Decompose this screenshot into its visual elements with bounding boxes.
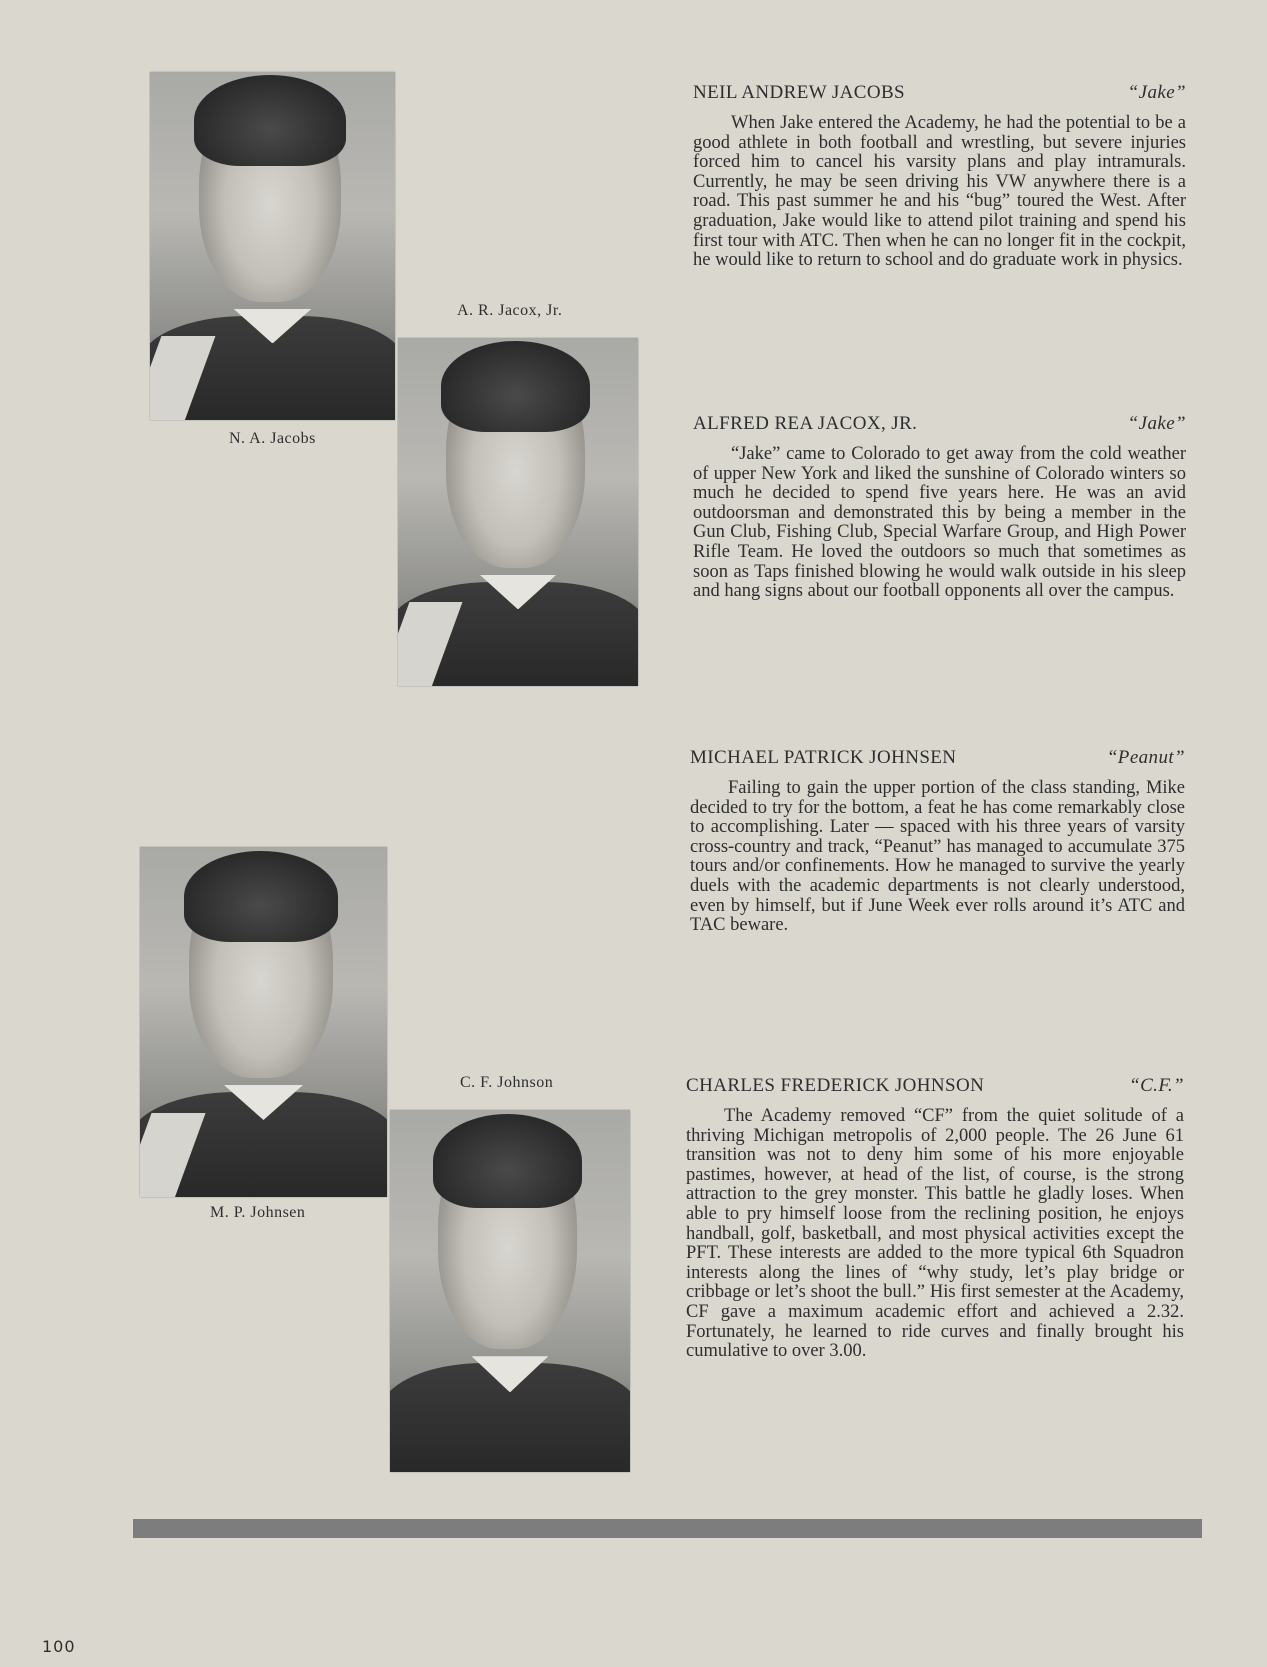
entry-johnsen — [690, 747, 1185, 936]
portrait-jacox — [398, 338, 638, 686]
entry-name: MICHAEL PATRICK JOHNSEN — [690, 747, 957, 768]
page-number: 100 — [42, 1637, 76, 1656]
portrait-johnson — [390, 1110, 630, 1472]
caption-jacox: A. R. Jacox, Jr. — [457, 302, 563, 319]
footer-rule — [133, 1519, 1202, 1538]
entry-nickname: “Jake” — [1127, 82, 1186, 103]
portrait-jacobs — [150, 72, 395, 420]
caption-johnsen: M. P. Johnsen — [210, 1204, 306, 1221]
portrait-johnsen — [140, 847, 387, 1197]
entry-nickname: “C.F.” — [1129, 1075, 1184, 1096]
entry-nickname: “Jake” — [1127, 413, 1186, 434]
entry-jacox — [693, 413, 1186, 602]
entry-jacobs — [693, 82, 1186, 271]
entry-bio: When Jake entered the Academy, he had the potential to be a good athlete in both football and wrestling, but severe injuries forced him to cancel his varsity plans and play intramurals. Currently, he may be seen driving his VW anywhere there is a road. This past summer he and his “bug” toured the West. After graduation, Jake would like to attend pilot training and spend his first tour with ATC. Then when he can no longer fit in the cockpit, he would like to return to school and do graduate work in physics. — [693, 113, 1186, 271]
entry-johnson — [686, 1075, 1184, 1362]
entry-name: NEIL ANDREW JACOBS — [693, 82, 905, 103]
entry-bio: “Jake” came to Colorado to get away from the cold weather of upper New York and liked the sunshine of Colorado winters so much he decided to spend five years here. He was an avid outdoorsman and demonstrated this by being a member in the Gun Club, Fishing Club, Special Warfare Group, and High Power Rifle Team. He loved the outdoors so much that sometimes as soon as Taps finished blowing he would walk outside in his sleep and hang signs about our football opponents all over the campus. — [693, 444, 1186, 602]
entry-bio: The Academy removed “CF” from the quiet solitude of a thriving Michigan metropolis of 2,000 people. The 26 June 61 transition was not to deny him some of his more enjoyable pastimes, however, at head of the list, of course, is the strong attraction to the grey monster. This battle he gladly loses. When able to pry himself loose from the reclining position, he enjoys handball, golf, basketball, and most physical activities except the PFT. These interests are added to the more typical 6th Squadron interests along the lines of “why study, let’s play bridge or cribbage or let’s shoot the bull.” His first semester at the Academy, CF gave a maximum academic effort and achieved a 2.32. Fortunately, he learned to ride curves and finally brought his cumulative to over 3.00. — [686, 1106, 1184, 1362]
entry-name: ALFRED REA JACOX, JR. — [693, 413, 918, 434]
caption-jacobs: N. A. Jacobs — [229, 430, 316, 447]
entry-bio: Failing to gain the upper portion of the class standing, Mike decided to try for the bottom, a feat he has come remarkably close to accomplishing. Later — spaced with his three years of varsity cross-country and track, “Peanut” has managed to accumulate 375 tours and/or confinements. How he managed to survive the yearly duels with the academic departments is not clearly understood, even by himself, but if June Week ever rolls around it’s ATC and TAC beware. — [690, 778, 1185, 936]
entry-name: CHARLES FREDERICK JOHNSON — [686, 1075, 985, 1096]
caption-johnson: C. F. Johnson — [460, 1074, 554, 1091]
entry-nickname: “Peanut” — [1106, 747, 1185, 768]
